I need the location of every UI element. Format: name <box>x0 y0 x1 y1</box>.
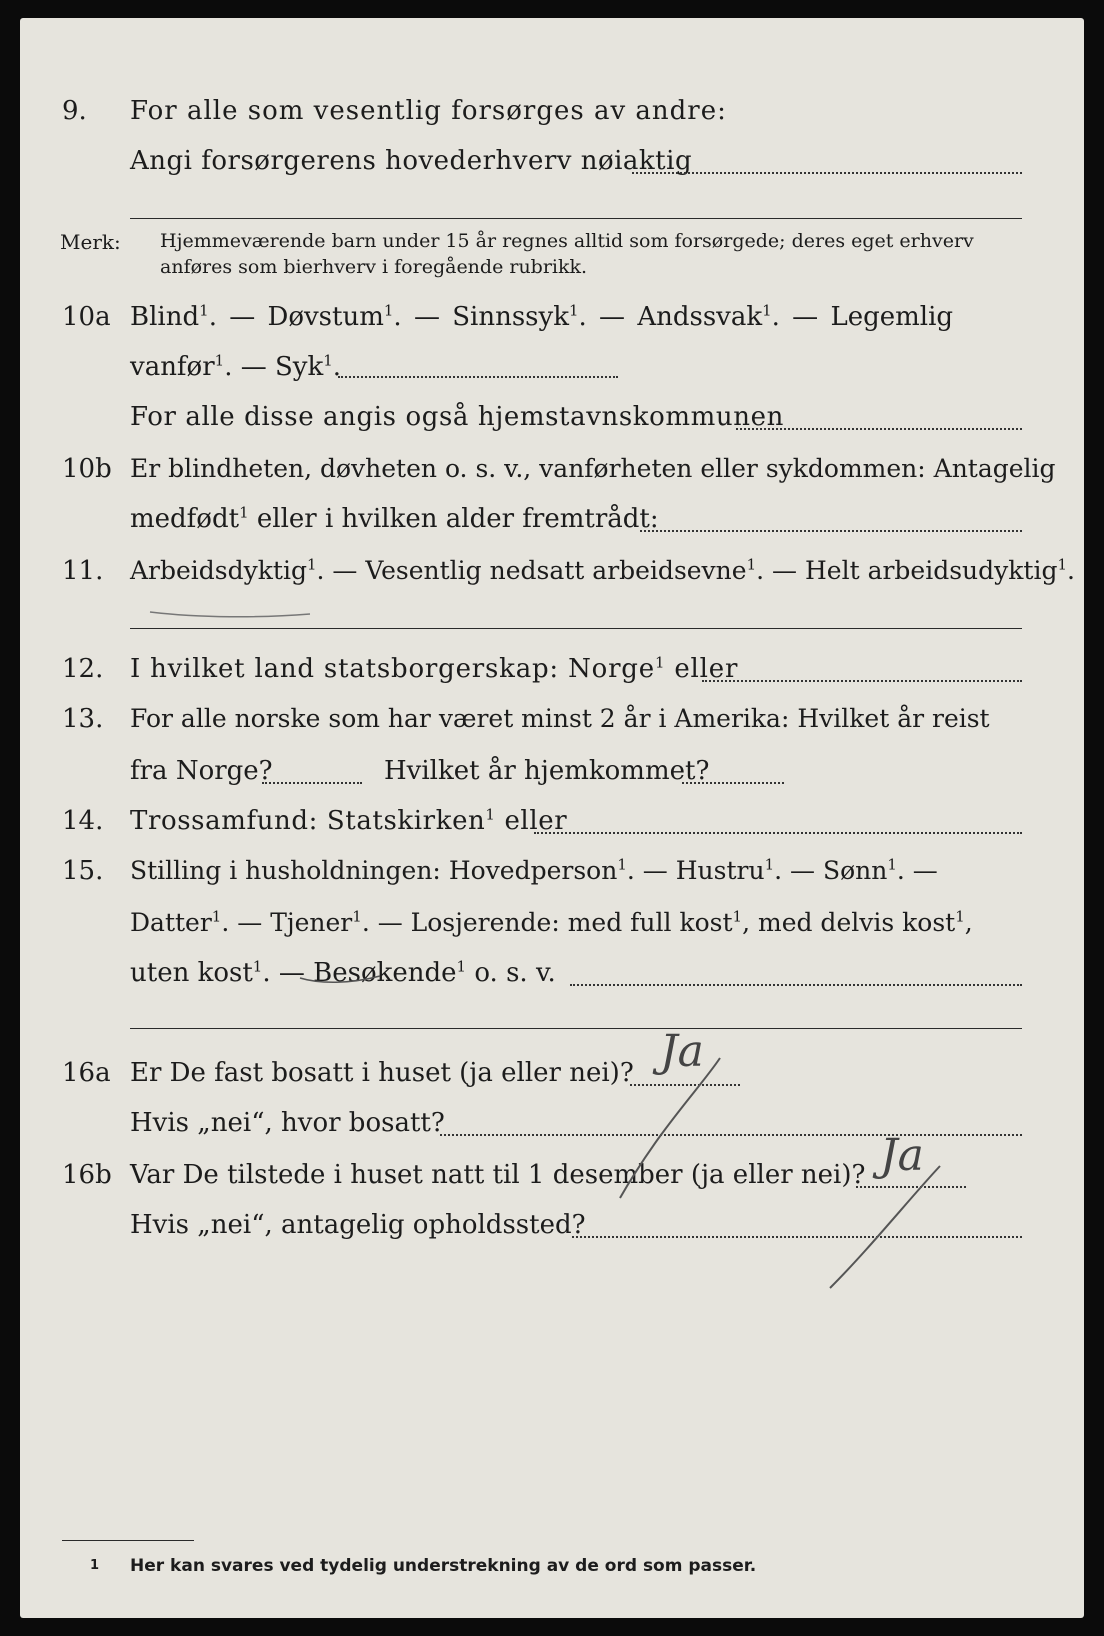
option-vanfor: vanfør <box>130 352 215 382</box>
option-legemlig: Legemlig <box>830 302 954 332</box>
option-hustru: Hustru <box>675 856 765 885</box>
option-sonn: Sønn <box>822 856 888 885</box>
option-syk: Syk <box>274 352 324 382</box>
q12-number: 12. <box>62 654 104 684</box>
q10b-line1: Er blindheten, døvheten o. s. v., vanførheten eller sykdommen: Antagelig <box>130 454 1056 483</box>
q9-line1: For alle som vesentlig forsørges av andre: <box>130 96 727 126</box>
option-norge: Norge <box>568 654 655 684</box>
q9-line2: Angi forsørgerens hovederhverv nøiaktig <box>130 146 693 176</box>
q13-line2a: fra Norge? <box>130 756 273 786</box>
option-tjener: Tjener <box>270 908 353 937</box>
option-delvis-kost: med delvis kost <box>757 908 956 937</box>
option-nedsatt: Vesentlig nedsatt arbeidsevne <box>365 556 747 585</box>
q16b-handwritten-answer: Ja <box>880 1130 924 1181</box>
q12-eller: eller <box>674 654 739 684</box>
footnote-rule <box>62 1540 194 1541</box>
q16b-line1: Var De tilstede i huset natt til 1 desember (ja eller nei)? <box>130 1160 866 1190</box>
q15-osv: o. s. v. <box>474 958 556 988</box>
q16a-handwritten-answer: Ja <box>660 1026 704 1077</box>
q16b-line2: Hvis „nei“, antagelig opholdssted? <box>130 1210 586 1240</box>
q10b-number: 10b <box>62 454 112 484</box>
merk-label: Merk: <box>60 230 121 254</box>
option-hovedperson: Hovedperson <box>448 856 618 885</box>
option-udyktig: Helt arbeidsudyktig <box>804 556 1058 585</box>
q9-number: 9. <box>62 96 87 126</box>
q16a-line1: Er De fast bosatt i huset (ja eller nei)? <box>130 1058 634 1088</box>
q16a-number: 16a <box>62 1058 111 1088</box>
q13-line1: For alle norske som har været minst 2 år i Amerika: Hvilket år reist <box>130 704 990 733</box>
option-full-kost: Losjerende: med full kost <box>410 908 733 937</box>
q13-line2b: Hvilket år hjemkommet? <box>384 756 710 786</box>
q12-text: I hvilket land statsborgerskap: <box>130 654 559 684</box>
option-datter: Datter <box>130 908 212 937</box>
option-dovstum: Døvstum <box>267 302 384 332</box>
q14-text: Trossamfund: <box>130 806 318 836</box>
q10a-row: 10a Blind$^1$. — Døvstum$^1$. — Sinnssyk$^1$. — Andssvak$^1$. — Legemlig <box>62 301 954 332</box>
option-arbeidsdyktig: Arbeidsdyktig <box>130 556 307 585</box>
q10a-line3: For alle disse angis også hjemstavnskommunen <box>130 402 784 432</box>
footnote-text: Her kan svares ved tydelig understrekning av de ord som passer. <box>130 1556 757 1576</box>
option-medfodt: medfødt <box>130 504 240 534</box>
q10a-number: 10a <box>62 302 111 332</box>
q14-number: 14. <box>62 806 104 836</box>
merk-line2: anføres som bierhverv i foregående rubrikk. <box>160 256 588 278</box>
option-blind: Blind <box>130 302 200 332</box>
q15-number: 15. <box>62 856 104 886</box>
q16b-number: 16b <box>62 1160 112 1190</box>
q10b-line2: eller i hvilken alder fremtrådt: <box>256 504 659 534</box>
q15-text: Stilling i husholdningen: <box>130 856 441 885</box>
census-form-page: 9. For alle som vesentlig forsørges av andre: Angi forsørgerens hovederhverv nøiaktig Merk: Hjemmeværende barn under 15 år regnes alltid som forsørgede; deres eget erhverv anføres som bierhverv i foregående rubrikk. 10a Blind$^1$. — Døvstum$^1$. — Sinnssyk$^1$. — Andssvak$^1$. — Legemlig vanfør$^1$. — Syk$^1$. For alle disse angis også hjemstavnskommunen 10b Er blindheten, døvheten o. s. v., vanførheten eller sykdommen: Antagelig medfødt$^1$ eller i hvilken alder fremtrådt: 11. Arbeidsdyktig$^1$. — Vesentlig nedsatt arbeidsevne$^1$. — Helt arbeidsudyktig$^1$. 12. I hvilket land statsborgerskap: Norge$^1$ eller 13. For alle norske som har været minst 2 år i Amerika: Hvilket år reist fra Norge? Hvilket år hjemkommet? 14. Trossamfund: Statskirken$^1$ eller 15. Stilling i husholdningen: Hovedperson$^1$. — Hustru$^1$. — Sønn$^1$. — Datter$^1$. — Tjener$^1$. — Losjerende: med full kost$^1$, med delvis kost$^1$, uten kost$^1$. — Besøkende$^1$ o. s. v. 16a Er De fast bosatt i huset (ja eller nei)? Ja Hvis „nei“, hvor bosatt? 16b Var De tilstede i huset natt til 1 desember (ja eller nei)? Ja Hvis „nei“, antagelig opholdssted? 1 Her kan svares ved tydelig understrekning av de ord som passer. <box>20 18 1084 1618</box>
q16a-line2: Hvis „nei“, hvor bosatt? <box>130 1108 445 1138</box>
merk-line1: Hjemmeværende barn under 15 år regnes alltid som forsørgede; deres eget erhverv <box>160 230 974 252</box>
option-uten-kost: uten kost <box>130 958 253 988</box>
option-andssvak: Andssvak <box>637 302 763 332</box>
option-sinnssyk: Sinnssyk <box>452 302 569 332</box>
footnote-mark: 1 <box>90 1558 100 1573</box>
q13-number: 13. <box>62 704 104 734</box>
option-statskirken: Statskirken <box>326 806 486 836</box>
q11-number: 11. <box>62 556 104 586</box>
handwriting-strokes <box>20 18 1084 1618</box>
option-besokende: Besøkende <box>313 958 457 988</box>
q14-eller: eller <box>504 806 568 836</box>
